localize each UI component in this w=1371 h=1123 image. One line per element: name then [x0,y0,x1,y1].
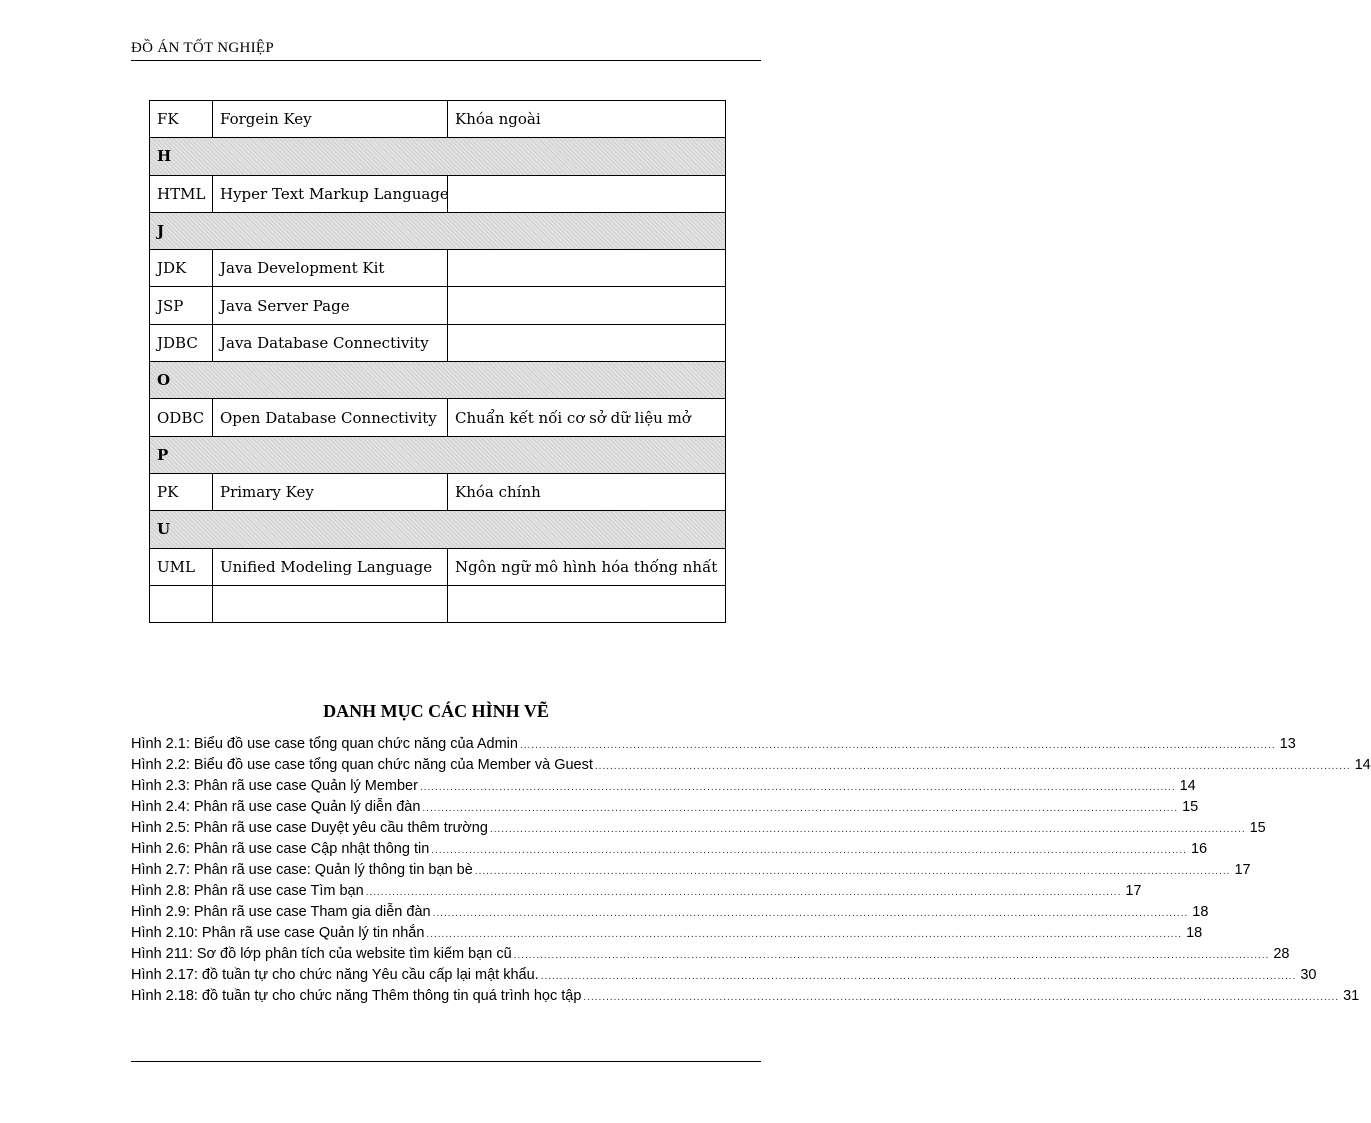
page-number: 15 [1249,820,1266,836]
figure-label: Hình 2.5: Phân rã use case Duyệt yêu cầu thêm trường [131,820,488,836]
page-number: 14 [1354,757,1371,773]
page-number: 28 [1273,946,1290,962]
page-number: 17 [1125,883,1142,899]
table-row [150,101,726,138]
list-item[interactable] [131,799,1199,820]
dot-leader: ........................................................................................................................................................................................................ [540,971,1297,982]
list-item[interactable] [131,946,1290,967]
abbr-cell: PK [150,473,213,510]
page-number: 30 [1300,967,1317,983]
full-name-cell: Java Development Kit [213,250,448,287]
dot-leader: ........................................................................................................................................................................................................ [474,866,1231,877]
letter-cell: U [150,511,726,548]
list-item[interactable] [131,757,1371,778]
abbr-cell: ODBC [150,399,213,436]
letter-group-row [150,138,726,175]
full-name-cell [213,585,448,622]
page-number: 14 [1179,778,1196,794]
list-item[interactable] [131,988,1360,1009]
figure-list-title: DANH MỤC CÁC HÌNH VẼ [323,701,549,721]
letter-cell: H [150,138,726,175]
full-name-cell: Forgein Key [213,101,448,138]
full-name-cell: Unified Modeling Language [213,548,448,585]
letter-cell: O [150,362,726,399]
list-item[interactable] [131,736,1296,757]
figure-label: Hình 2.8: Phân rã use case Tìm bạn [131,883,364,899]
figure-label: Hình 2.4: Phân rã use case Quản lý diễn đàn [131,799,421,815]
list-item[interactable] [131,820,1266,841]
list-item[interactable] [131,841,1208,862]
table-row [150,250,726,287]
table-row [150,287,726,324]
meaning-cell [448,287,726,324]
abbr-cell: JSP [150,287,213,324]
letter-cell: P [150,436,726,473]
dot-leader: ........................................................................................................................................................................................................ [426,929,1183,940]
table-row [150,175,726,212]
meaning-cell: Khóa chính [448,473,726,510]
abbr-cell [150,585,213,622]
full-name-cell: Java Server Page [213,287,448,324]
abbr-cell: FK [150,101,213,138]
footer-divider [131,1061,761,1062]
page-number: 31 [1343,988,1360,1004]
list-item[interactable] [131,862,1251,883]
table-row [150,324,726,361]
letter-cell: J [150,212,726,249]
list-item[interactable] [131,904,1209,925]
page-number: 18 [1186,925,1203,941]
figure-label: Hình 2.18: đồ tuần tự cho chức năng Thêm thông tin quá trình học tập [131,988,582,1004]
figure-label: Hình 2.1: Biểu đồ use case tổng quan chức năng của Admin [131,736,518,752]
dot-leader: ........................................................................................................................................................................................................ [432,908,1189,919]
meaning-cell [448,250,726,287]
dot-leader: ........................................................................................................................................................................................................ [583,992,1340,1003]
figure-label: Hình 2.10: Phân rã use case Quản lý tin nhắn [131,925,425,941]
full-name-cell: Java Database Connectivity [213,324,448,361]
list-item[interactable] [131,883,1142,904]
abbr-cell: HTML [150,175,213,212]
figure-label: Hình 211: Sơ đồ lớp phân tích của website tìm kiếm bạn cũ [131,946,512,962]
figure-label: Hình 2.7: Phân rã use case: Quản lý thông tin bạn bè [131,862,473,878]
letter-group-row [150,362,726,399]
table-row-empty [150,585,726,622]
meaning-cell: Chuẩn kết nối cơ sở dữ liệu mở [448,399,726,436]
figure-label: Hình 2.2: Biểu đồ use case tổng quan chức năng của Member và Guest [131,757,593,773]
full-name-cell: Open Database Connectivity [213,399,448,436]
meaning-cell [448,585,726,622]
dot-leader: ........................................................................................................................................................................................................ [594,761,1351,772]
page-number: 18 [1192,904,1209,920]
page-number: 16 [1190,841,1208,857]
figure-label: Hình 2.17: đồ tuần tự cho chức năng Yêu cầu cấp lại mật khẩu. [131,967,539,983]
dot-leader: ........................................................................................................................................................................................................ [422,803,1179,814]
abbr-cell: UML [150,548,213,585]
dot-leader: ........................................................................................................................................................................................................ [431,845,1187,856]
dot-leader: ........................................................................................................................................................................................................ [365,887,1122,898]
page-number: 17 [1234,862,1251,878]
abbr-cell: JDK [150,250,213,287]
dot-leader: ........................................................................................................................................................................................................ [489,824,1246,835]
dot-leader: ........................................................................................................................................................................................................ [519,740,1276,751]
meaning-cell: Khóa ngoài [448,101,726,138]
abbr-cell: JDBC [150,324,213,361]
figure-label: Hình 2.9: Phân rã use case Tham gia diễn đàn [131,904,431,920]
figure-label: Hình 2.3: Phân rã use case Quản lý Member [131,778,418,794]
table-row [150,473,726,510]
page-number: 15 [1182,799,1199,815]
abbreviation-table [149,100,726,623]
list-item[interactable] [131,967,1317,988]
page-header-title: ĐỒ ÁN TỐT NGHIỆP [131,40,274,56]
table-row [150,399,726,436]
dot-leader: ........................................................................................................................................................................................................ [419,782,1176,793]
letter-group-row [150,212,726,249]
list-item[interactable] [131,778,1196,799]
list-item[interactable] [131,925,1203,946]
letter-group-row [150,436,726,473]
meaning-cell: Ngôn ngữ mô hình hóa thống nhất [448,548,726,585]
table-row [150,548,726,585]
meaning-cell [448,175,726,212]
letter-group-row [150,511,726,548]
full-name-cell: Primary Key [213,473,448,510]
figure-label: Hình 2.6: Phân rã use case Cập nhật thông tin [131,841,430,857]
header-divider [131,60,761,61]
dot-leader: ........................................................................................................................................................................................................ [513,950,1270,961]
meaning-cell [448,324,726,361]
figure-list [131,736,1371,1009]
page-number: 13 [1279,736,1296,752]
full-name-cell: Hyper Text Markup Language [213,175,448,212]
